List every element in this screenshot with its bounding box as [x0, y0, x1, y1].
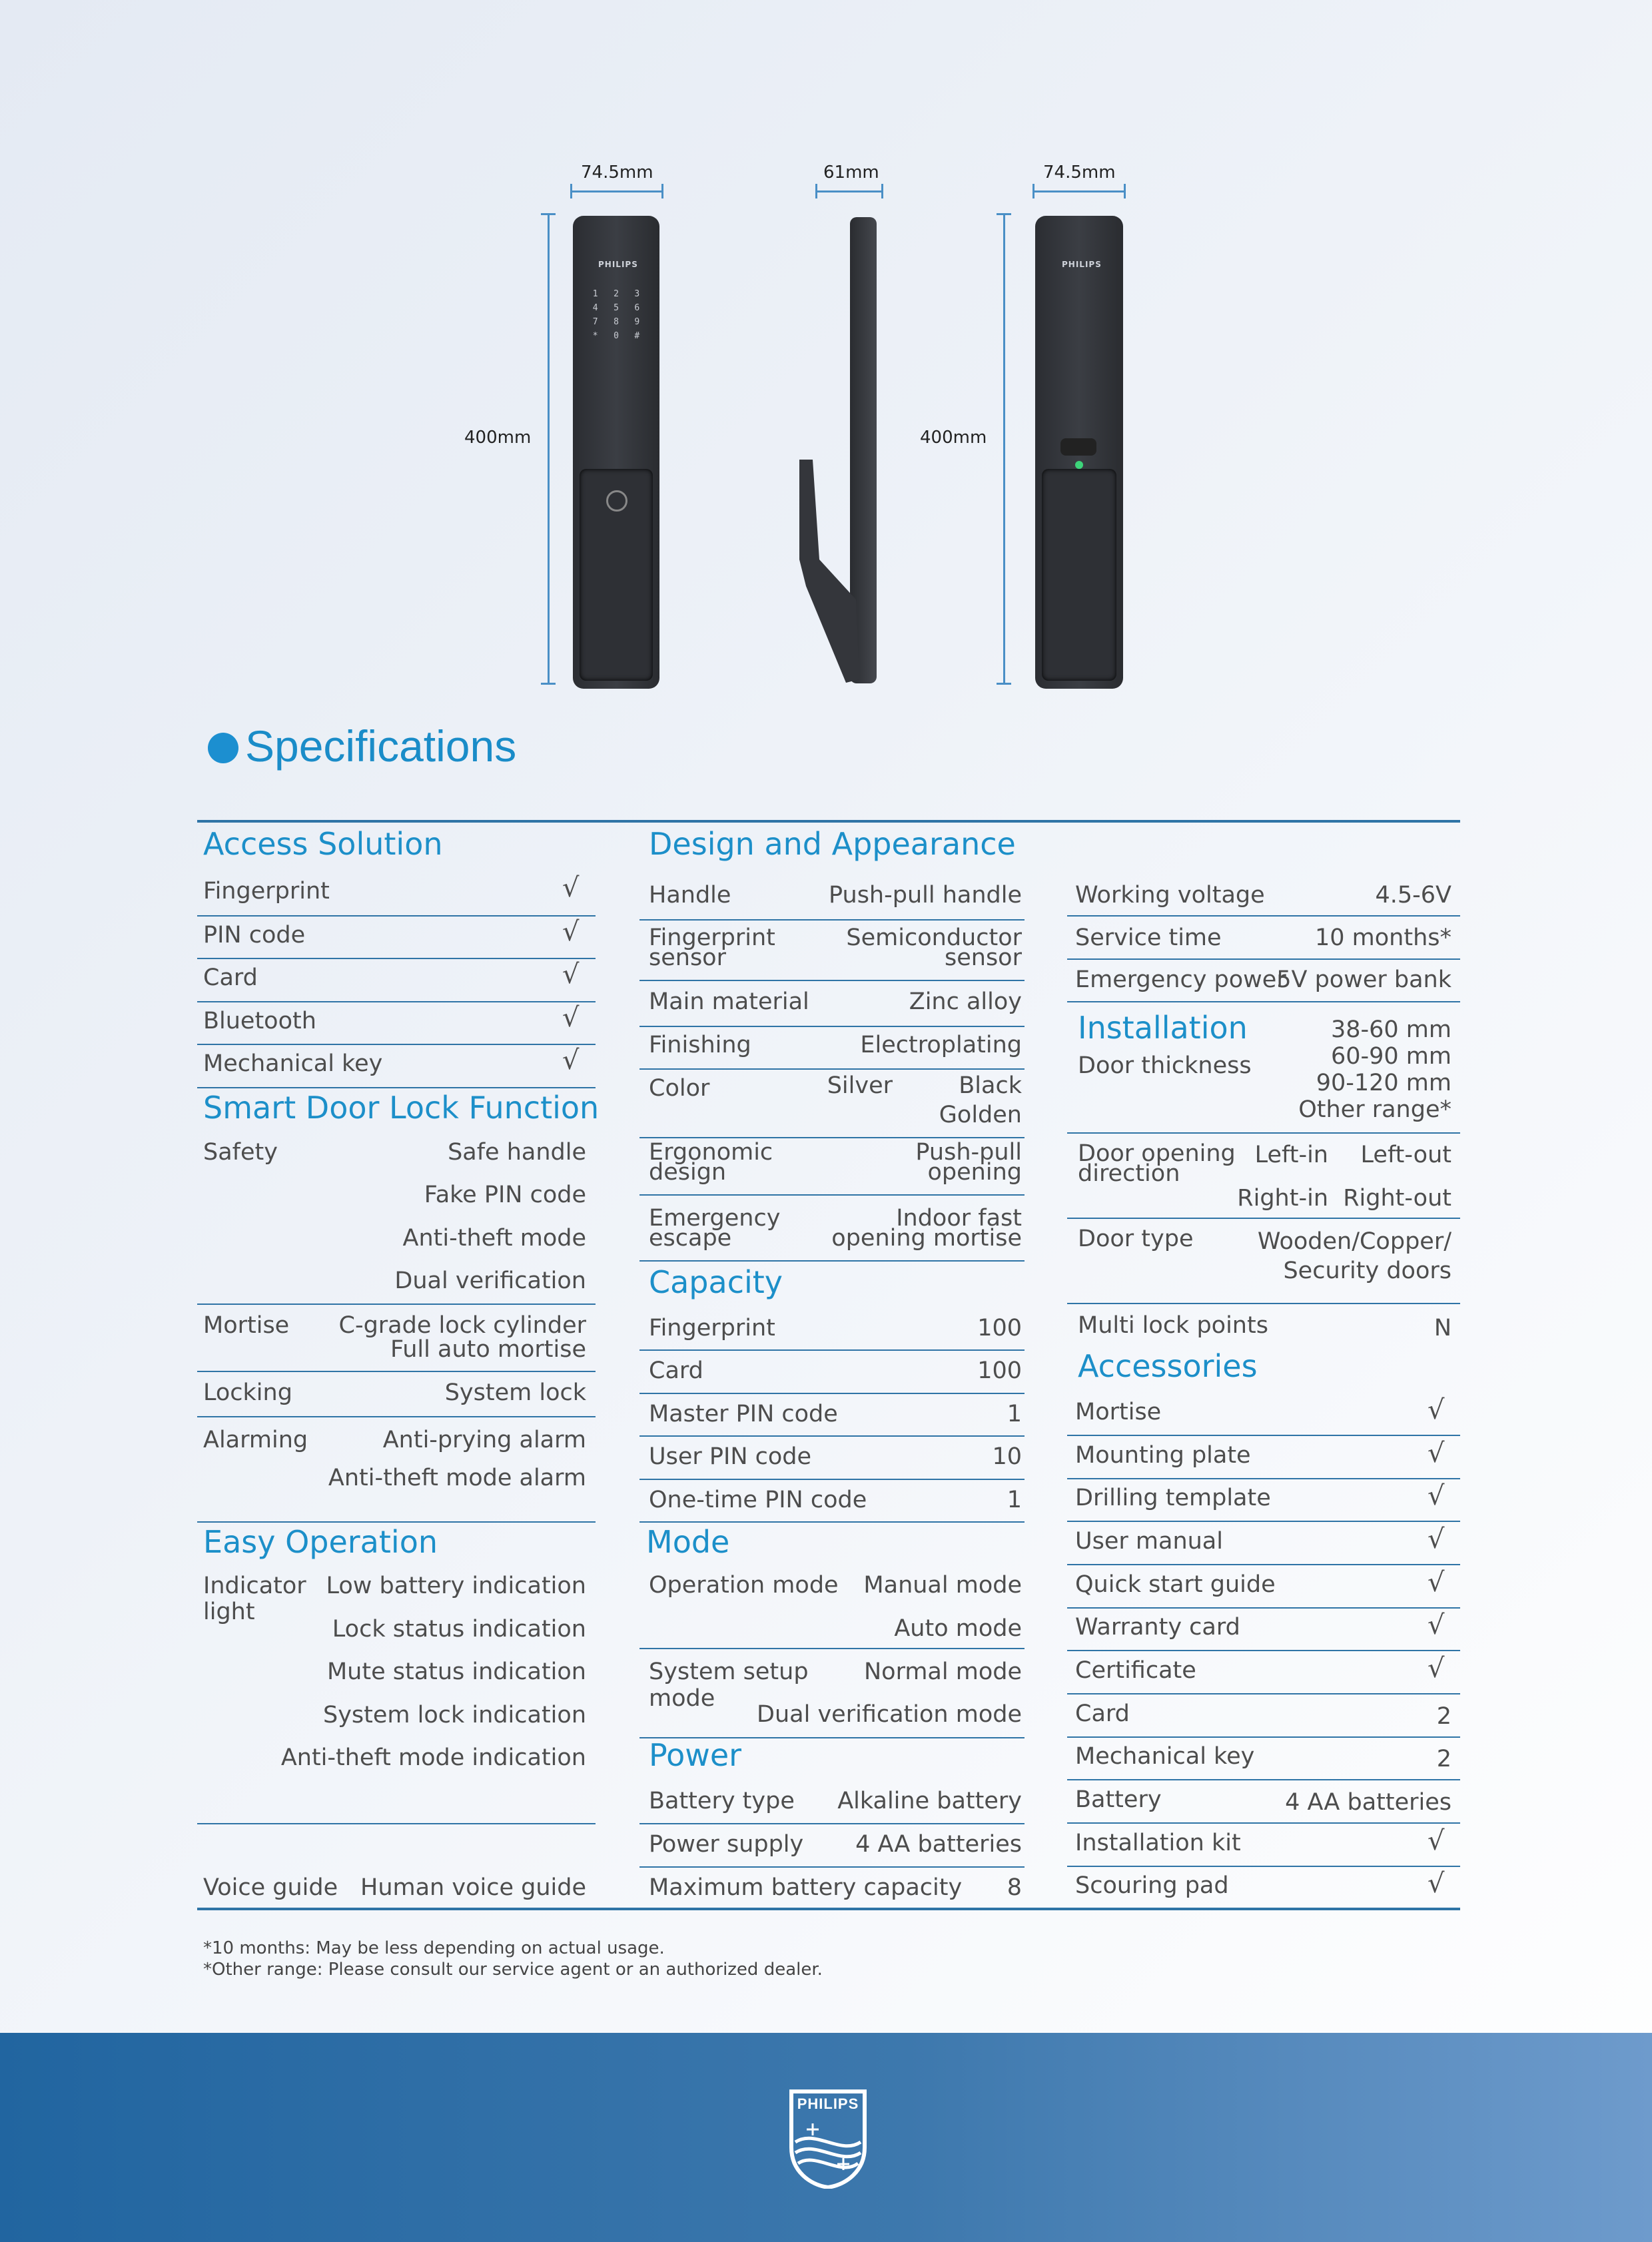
spec-value: Human voice guide	[360, 1874, 586, 1901]
spec-label: sensor	[649, 944, 726, 971]
front-width-line	[570, 190, 663, 192]
spec-value: Anti-theft mode indication	[280, 1744, 586, 1771]
spec-label: Emergency power	[1075, 966, 1286, 993]
spec-label: Multi lock points	[1078, 1312, 1268, 1339]
divider	[1067, 1822, 1460, 1824]
key: #	[634, 331, 640, 341]
spec-value: Anti-theft mode alarm	[328, 1465, 586, 1491]
tick	[1124, 184, 1126, 198]
check-icon: √	[562, 1002, 580, 1033]
divider	[639, 1866, 1025, 1868]
spec-label: Card	[1075, 1700, 1130, 1727]
spec-label: Installation kit	[1075, 1830, 1241, 1856]
divider	[1067, 1521, 1460, 1522]
spec-label: Power supply	[649, 1831, 804, 1858]
keypad	[589, 289, 643, 341]
spec-value: Anti-prying alarm	[382, 1427, 586, 1453]
spec-value: Zinc alloy	[909, 988, 1022, 1015]
divider	[639, 1648, 1025, 1649]
check-icon: √	[562, 917, 580, 947]
spec-label: Emergency	[649, 1205, 781, 1232]
spec-value: 4 AA batteries	[855, 1831, 1022, 1858]
spec-value: sensor	[945, 944, 1022, 971]
spec-label: Mounting plate	[1075, 1442, 1251, 1469]
front-height-label: 400mm	[464, 428, 532, 448]
divider	[197, 915, 596, 917]
divider	[197, 1087, 596, 1088]
spec-value: Silver	[827, 1072, 893, 1099]
tick	[570, 184, 572, 198]
key: 2	[614, 289, 619, 299]
check-icon: √	[1428, 1481, 1445, 1511]
key: 8	[614, 317, 619, 327]
spec-value: 38-60 mm	[1330, 1016, 1451, 1043]
spec-value: Black	[959, 1072, 1022, 1099]
check-icon: √	[1428, 1395, 1445, 1425]
section-access-solution: Access Solution	[203, 826, 443, 862]
divider	[1067, 1435, 1460, 1436]
spec-value: Dual verification mode	[757, 1701, 1022, 1728]
spec-value: Push-pull handle	[829, 882, 1022, 909]
divider	[639, 1068, 1025, 1070]
key: 3	[634, 289, 640, 299]
page-title: Specifications	[245, 721, 517, 771]
spec-label: light	[203, 1599, 255, 1625]
divider	[639, 1260, 1025, 1262]
bottom-rule	[197, 1908, 1460, 1910]
spec-label: Mortise	[1075, 1399, 1162, 1425]
footer-band	[0, 2033, 1652, 2242]
divider	[1067, 1303, 1460, 1304]
lock-brand-text: PHILIPS	[598, 260, 638, 269]
tick	[661, 184, 663, 198]
divider	[197, 1823, 596, 1824]
tick	[541, 683, 556, 685]
spec-label: direction	[1078, 1160, 1180, 1187]
spec-label: User PIN code	[649, 1443, 812, 1470]
spec-value: System lock indication	[323, 1702, 586, 1728]
section-capacity: Capacity	[649, 1264, 783, 1300]
key: 9	[634, 317, 640, 327]
lock-back-image	[1035, 216, 1123, 689]
back-width-line	[1032, 190, 1126, 192]
spec-value: Wooden/Copper/	[1257, 1228, 1451, 1255]
spec-label: Handle	[649, 882, 731, 909]
spec-label: Bluetooth	[203, 1008, 316, 1034]
tick	[997, 213, 1011, 215]
divider	[639, 1521, 1025, 1523]
check-icon: √	[562, 1045, 580, 1076]
spec-value: 1	[1007, 1487, 1022, 1513]
spec-value: Anti-theft mode	[402, 1225, 586, 1252]
back-width-label: 74.5mm	[1043, 163, 1116, 183]
divider	[1067, 1779, 1460, 1780]
key: 7	[592, 317, 598, 327]
spec-value: 10 months*	[1315, 925, 1451, 951]
spec-label: Warranty card	[1075, 1614, 1240, 1641]
spec-label: Ergonomic	[649, 1139, 773, 1166]
spec-value: 2	[1436, 1746, 1451, 1772]
spec-value: N	[1434, 1315, 1451, 1341]
lock-back-brand-text: PHILIPS	[1062, 260, 1102, 269]
spec-value: Left-out	[1360, 1142, 1451, 1168]
divider	[639, 1026, 1025, 1027]
spec-value: Full auto mortise	[390, 1336, 586, 1363]
divider	[1067, 1564, 1460, 1565]
spec-label: Service time	[1075, 925, 1222, 951]
tick	[1032, 184, 1034, 198]
divider	[1067, 1866, 1460, 1867]
spec-value: 5V power bank	[1276, 966, 1451, 993]
section-accessories: Accessories	[1078, 1348, 1258, 1384]
spec-label: One-time PIN code	[649, 1487, 867, 1513]
divider	[1067, 915, 1460, 917]
check-icon: √	[1428, 1868, 1445, 1899]
section-easy-operation: Easy Operation	[203, 1524, 438, 1560]
spec-value: Right-in	[1237, 1185, 1328, 1212]
lock-side-handle-image	[793, 453, 873, 693]
divider	[1067, 1478, 1460, 1479]
divider	[1067, 1607, 1460, 1609]
check-icon: √	[1428, 1438, 1445, 1469]
spec-label: User manual	[1075, 1528, 1223, 1555]
lock-front-image	[573, 216, 659, 689]
divider	[1067, 1132, 1460, 1134]
spec-value: 2	[1436, 1703, 1451, 1730]
divider	[639, 1349, 1025, 1351]
spec-value: Right-out	[1343, 1185, 1451, 1212]
divider	[197, 1521, 596, 1523]
philips-logo-text: PHILIPS	[797, 2095, 859, 2112]
title-bullet-icon	[208, 733, 238, 763]
divider	[1067, 1001, 1460, 1002]
spec-label: System setup	[649, 1659, 809, 1685]
section-installation: Installation	[1078, 1010, 1248, 1046]
check-icon: √	[1428, 1610, 1445, 1641]
divider	[197, 1371, 596, 1372]
spec-label: Card	[203, 964, 258, 991]
handle	[1042, 469, 1116, 681]
spec-label: Door thickness	[1078, 1052, 1252, 1079]
divider	[1067, 958, 1460, 960]
tick	[815, 184, 817, 198]
spec-value: Mute status indication	[326, 1659, 586, 1685]
spec-label: Drilling template	[1075, 1485, 1271, 1511]
spec-label: Maximum battery capacity	[649, 1874, 963, 1901]
spec-label: Master PIN code	[649, 1401, 838, 1427]
footnote: *10 months: May be less depending on actual usage.	[203, 1938, 665, 1958]
spec-label: Alarming	[203, 1427, 308, 1453]
spec-label: Certificate	[1075, 1657, 1196, 1684]
spec-label: Battery type	[649, 1788, 795, 1814]
check-icon: √	[562, 959, 580, 990]
divider	[639, 1435, 1025, 1437]
spec-value: Manual mode	[863, 1572, 1022, 1599]
spec-label: Working voltage	[1075, 882, 1265, 909]
divider	[1067, 1693, 1460, 1694]
key: *	[592, 331, 598, 341]
spec-label: Indicator	[203, 1573, 306, 1599]
back-height-label: 400mm	[920, 428, 987, 448]
tick	[881, 184, 883, 198]
status-led-icon	[1075, 461, 1083, 469]
section-mode: Mode	[646, 1524, 730, 1560]
key: 1	[592, 289, 598, 299]
spec-label: Door opening	[1078, 1140, 1236, 1167]
spec-value: 100	[977, 1315, 1022, 1341]
spec-label: mode	[649, 1685, 715, 1712]
spec-label: Main material	[649, 988, 809, 1015]
thumb-turn	[1060, 438, 1096, 456]
spec-label: Finishing	[649, 1032, 751, 1058]
divider	[1067, 1218, 1460, 1219]
divider	[639, 1137, 1025, 1138]
spec-label: Door type	[1078, 1226, 1194, 1252]
section-power: Power	[649, 1737, 742, 1773]
section-design-appearance: Design and Appearance	[649, 826, 1016, 862]
tick	[997, 683, 1011, 685]
front-width-label: 74.5mm	[581, 163, 653, 183]
top-rule	[197, 820, 1460, 823]
check-icon: √	[1428, 1524, 1445, 1555]
key: 5	[614, 303, 619, 313]
front-height-line	[548, 213, 550, 685]
spec-value: Alkaline battery	[837, 1788, 1022, 1814]
spec-value: 8	[1007, 1874, 1022, 1901]
spec-value: C-grade lock cylinder	[338, 1312, 586, 1339]
spec-label: Mechanical key	[203, 1050, 383, 1077]
spec-label: PIN code	[203, 922, 306, 948]
spec-value: System lock	[444, 1379, 586, 1406]
key: 6	[634, 303, 640, 313]
spec-label: Voice guide	[203, 1874, 338, 1901]
spec-label: Operation mode	[649, 1572, 839, 1599]
divider	[197, 958, 596, 959]
spec-label: Mechanical key	[1075, 1743, 1255, 1770]
side-width-label: 61mm	[823, 163, 879, 183]
tick	[541, 213, 556, 215]
spec-value: Safe handle	[448, 1139, 586, 1166]
spec-value: 60-90 mm	[1330, 1043, 1451, 1070]
divider	[639, 1393, 1025, 1394]
check-icon: √	[1428, 1826, 1445, 1856]
spec-label: Safety	[203, 1139, 278, 1166]
spec-label: Quick start guide	[1075, 1571, 1276, 1598]
spec-value: opening	[927, 1159, 1022, 1186]
spec-label: escape	[649, 1225, 732, 1252]
spec-label: Mortise	[203, 1312, 290, 1339]
divider	[197, 1001, 596, 1002]
spec-label: Locking	[203, 1379, 292, 1406]
check-icon: √	[1428, 1567, 1445, 1598]
spec-value: 100	[977, 1357, 1022, 1384]
divider	[197, 1304, 596, 1305]
spec-value: 90-120 mm	[1316, 1070, 1451, 1096]
spec-label: design	[649, 1159, 727, 1186]
spec-value: Low battery indication	[326, 1573, 586, 1599]
spec-value: 10	[992, 1443, 1022, 1470]
divider	[639, 919, 1025, 921]
spec-value: 4.5-6V	[1375, 882, 1451, 909]
spec-label: Fingerprint	[649, 925, 775, 951]
spec-label: Battery	[1075, 1786, 1162, 1813]
divider	[1067, 1736, 1460, 1738]
fingerprint-sensor-icon	[606, 490, 627, 512]
spec-value: 1	[1007, 1401, 1022, 1427]
divider	[639, 1194, 1025, 1196]
spec-value: Security doors	[1283, 1258, 1451, 1284]
spec-value: opening mortise	[831, 1225, 1022, 1252]
divider	[197, 1044, 596, 1045]
spec-value: Lock status indication	[332, 1616, 586, 1643]
key: 0	[614, 331, 619, 341]
spec-value: Electroplating	[860, 1032, 1022, 1058]
spec-value: Dual verification	[394, 1268, 586, 1294]
spec-value: Golden	[939, 1102, 1022, 1128]
check-icon: √	[562, 873, 580, 903]
side-width-line	[815, 190, 883, 192]
divider	[639, 1823, 1025, 1824]
back-height-line	[1003, 213, 1005, 685]
spec-value: Fake PIN code	[424, 1182, 586, 1208]
section-smart-door-lock: Smart Door Lock Function	[203, 1090, 600, 1126]
spec-value: Normal mode	[863, 1659, 1022, 1685]
spec-label: Color	[649, 1075, 710, 1102]
divider	[639, 980, 1025, 981]
spec-value: Indoor fast	[896, 1205, 1022, 1232]
spec-label: Scouring pad	[1075, 1872, 1229, 1899]
footnote: *Other range: Please consult our service agent or an authorized dealer.	[203, 1960, 823, 1980]
divider	[639, 1479, 1025, 1480]
spec-value: Left-in	[1254, 1142, 1328, 1168]
spec-label: Fingerprint	[203, 878, 330, 905]
spec-label: Fingerprint	[649, 1315, 775, 1341]
divider	[197, 1416, 596, 1417]
spec-value: Other range*	[1298, 1096, 1451, 1123]
key: 4	[592, 303, 598, 313]
spec-value: Semiconductor	[846, 925, 1022, 951]
check-icon: √	[1428, 1653, 1445, 1684]
spec-value: Push-pull	[915, 1139, 1022, 1166]
spec-value: Auto mode	[894, 1615, 1022, 1642]
divider	[1067, 1650, 1460, 1651]
spec-label: Card	[649, 1357, 703, 1384]
spec-value: 4 AA batteries	[1285, 1789, 1451, 1816]
